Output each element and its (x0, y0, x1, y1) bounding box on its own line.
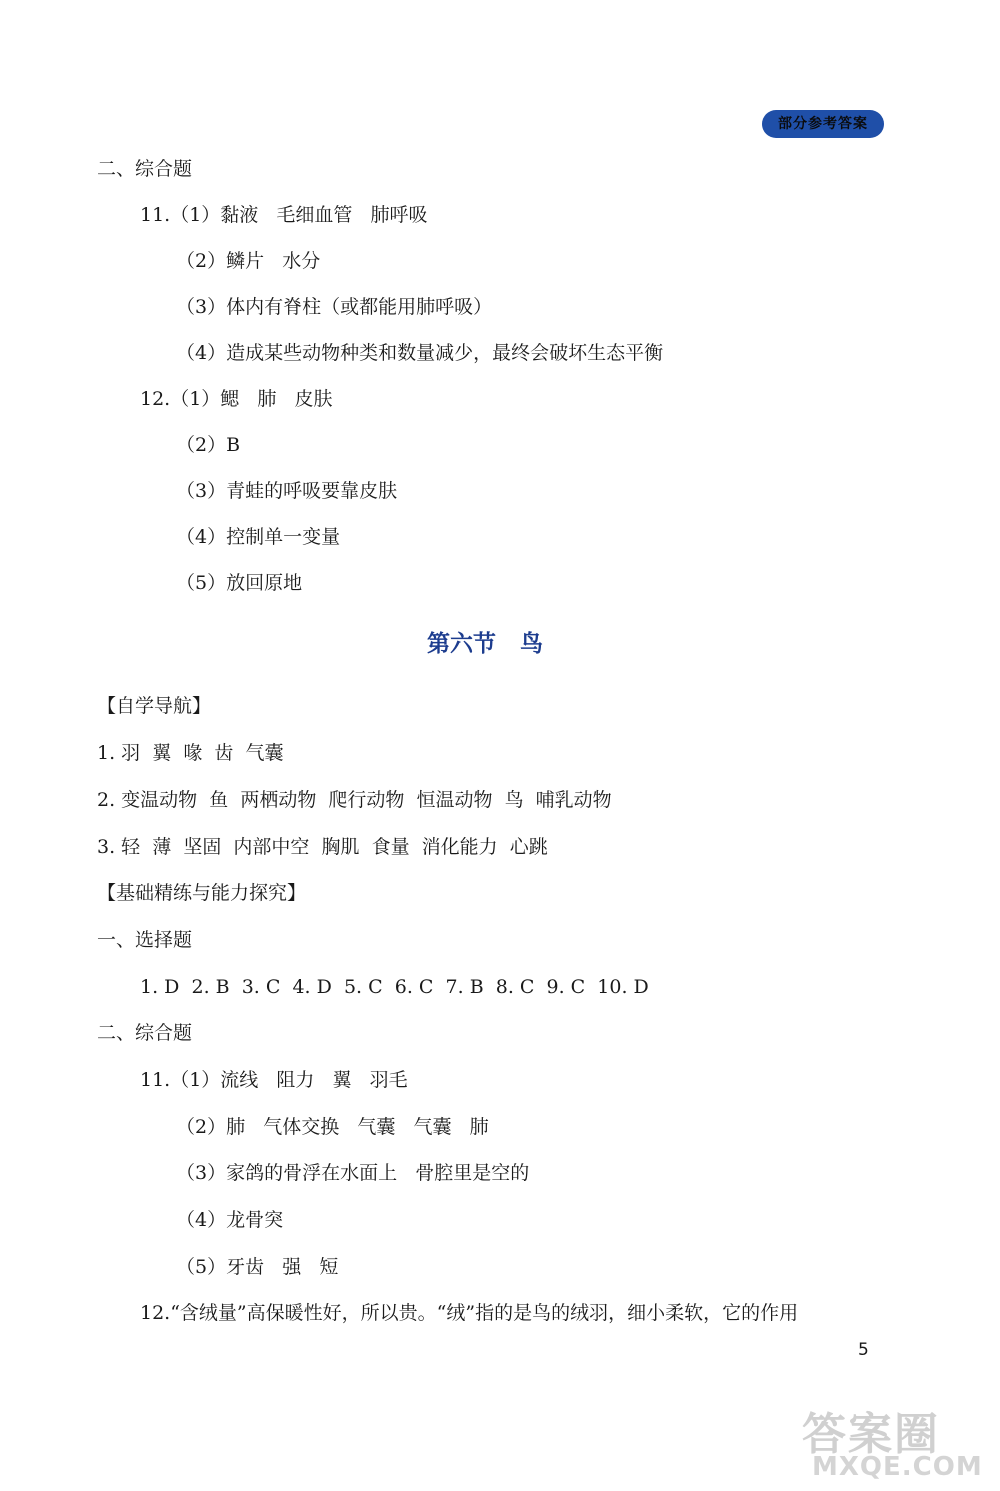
answer-line: （3）青蛙的呼吸要靠皮肤 (176, 480, 398, 502)
subheading-practice: 【基础精练与能力探究】 (97, 882, 307, 904)
watermark (742, 1398, 990, 1484)
answer-line: 11.（1）黏液 毛细血管 肺呼吸 (140, 204, 428, 226)
answer-line: （3）家鸽的骨浮在水面上 骨腔里是空的 (176, 1162, 530, 1184)
answer-line: （2）鳞片 水分 (176, 250, 321, 272)
watermark-url: MXQE.COM (812, 1452, 983, 1482)
answer-line: （2）B (176, 434, 241, 456)
answer-line: （4）控制单一变量 (176, 526, 341, 548)
subheading-self-study: 【自学导航】 (97, 695, 212, 717)
answer-line: 12.（1）鳃 肺 皮肤 (140, 388, 333, 410)
answer-line: 3. 轻 薄 坚固 内部中空 胸肌 食量 消化能力 心跳 (97, 836, 548, 858)
section-title: 第六节 鸟 (426, 631, 544, 657)
answer-badge: 部分参考答案 (762, 110, 884, 138)
answer-line: （3）体内有脊柱（或都能用肺呼吸） (176, 296, 493, 318)
answer-line: （4）龙骨突 (176, 1209, 284, 1231)
section-heading-comprehensive: 二、综合题 (97, 1022, 193, 1044)
page-number: 5 (858, 1340, 869, 1360)
answer-line: （4）造成某些动物种类和数量减少，最终会破坏生态平衡 (176, 342, 664, 364)
answer-line: （5）牙齿 强 短 (176, 1256, 339, 1278)
watermark-logo-text: 答案圈 (802, 1409, 940, 1460)
answer-line: （2）肺 气体交换 气囊 气囊 肺 (176, 1116, 489, 1138)
answer-line: 1. 羽 翼 喙 齿 气囊 (97, 742, 284, 764)
answer-line: 2. 变温动物 鱼 两栖动物 爬行动物 恒温动物 鸟 哺乳动物 (97, 789, 612, 811)
section-heading-choice: 一、选择题 (97, 929, 193, 951)
answer-line: 1. D 2. B 3. C 4. D 5. C 6. C 7. B 8. C 9. C 10. D (140, 976, 649, 998)
section-heading-comprehensive: 二、综合题 (97, 158, 193, 180)
answer-line: 12.“含绒量”高保暖性好，所以贵。“绒”指的是鸟的绒羽，细小柔软，它的作用 (140, 1302, 799, 1324)
answer-line: 11.（1）流线 阻力 翼 羽毛 (140, 1069, 408, 1091)
answer-line: （5）放回原地 (176, 572, 303, 594)
